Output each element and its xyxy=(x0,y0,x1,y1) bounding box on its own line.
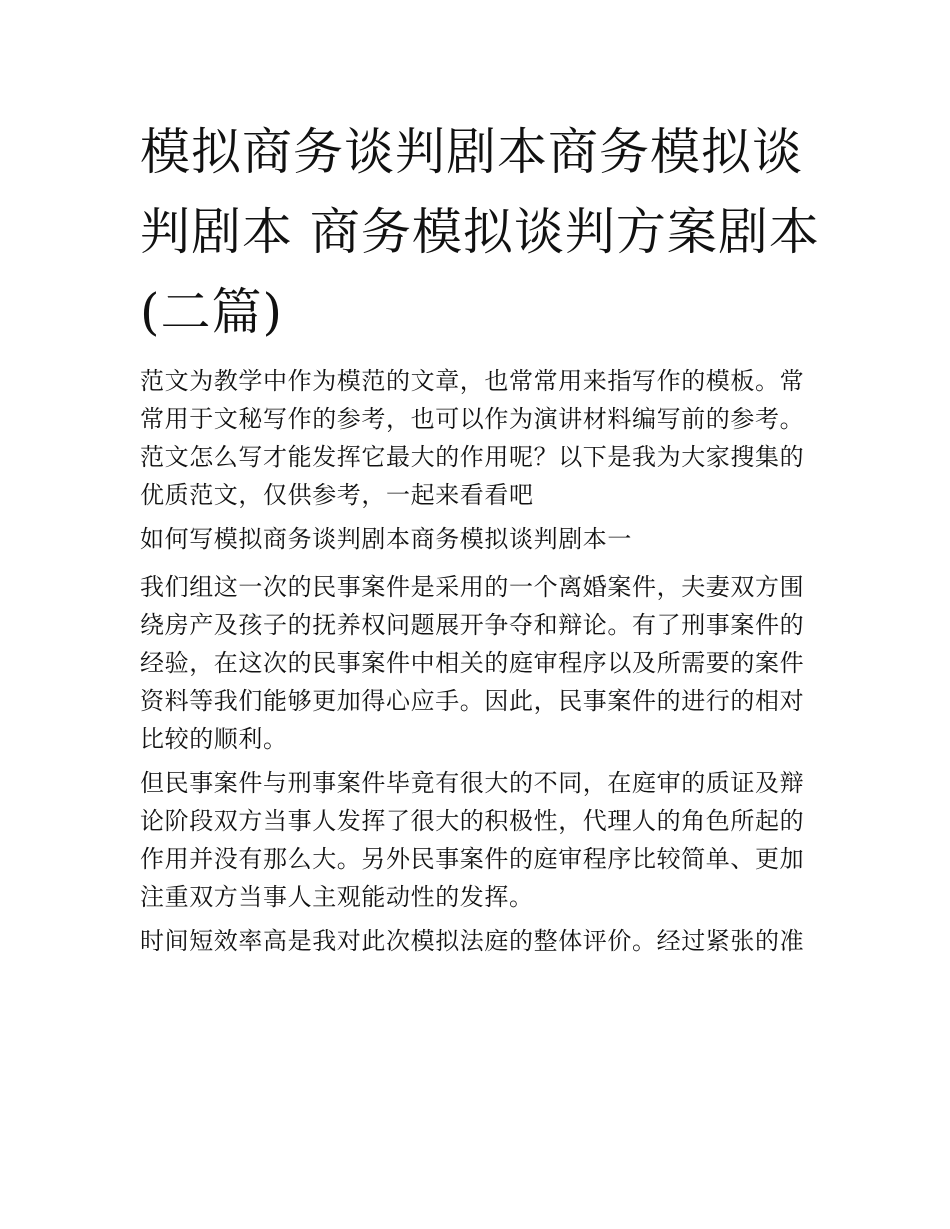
section-heading: 如何写模拟商务谈判剧本商务模拟谈判剧本一 xyxy=(140,525,632,553)
body-paragraph-3: 时间短效率高是我对此次模拟法庭的整体评价。经过紧张的准 xyxy=(140,927,805,955)
intro-paragraph: 范文为教学中作为模范的文章，也常常用来指写作的模板。常常用于文秘写作的参考，也可以作为演讲材料编写前的参考。范文怎么写才能发挥它最大的作用呢？以下是我为大家搜集的优质范文，仅供参考，一起来看看吧 xyxy=(140,367,805,509)
body-paragraph-2: 但民事案件与刑事案件毕竟有很大的不同，在庭审的质证及辩论阶段双方当事人发挥了很大的积极性，代理人的角色所起的作用并没有那么大。另外民事案件的庭审程序比较简单、更加注重双方当事人主观能动性的发挥。 xyxy=(140,769,805,911)
body-paragraph-1: 我们组这一次的民事案件是采用的一个离婚案件，夫妻双方围绕房产及孩子的抚养权问题展开争夺和辩论。有了刑事案件的经验，在这次的民事案件中相关的庭审程序以及所需要的案件资料等我们能够更加得心应手。因此，民事案件的进行的相对比较的顺利。 xyxy=(140,573,805,753)
document-content xyxy=(140,112,820,960)
document-title: 模拟商务谈判剧本商务模拟谈判剧本 商务模拟谈判方案剧本(二篇) xyxy=(140,123,820,341)
document-body xyxy=(140,362,820,960)
